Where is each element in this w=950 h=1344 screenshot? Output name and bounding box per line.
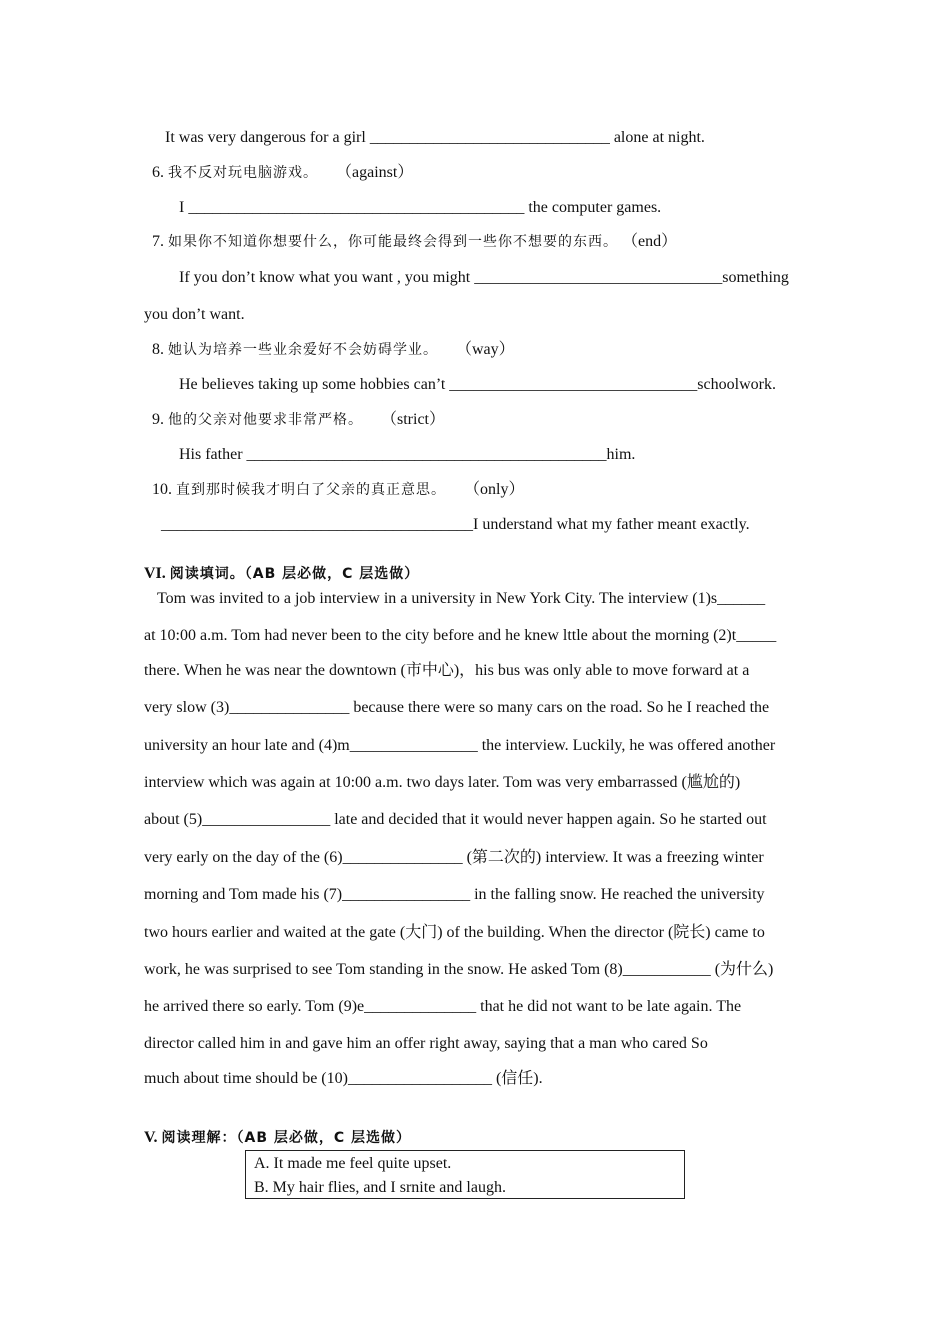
cloze-line: Tom was invited to a job interview in a university in New York City. The interview (1)s______ <box>157 590 766 607</box>
cloze-line: at 10:00 a.m. Tom had never been to the city before and he knew lttle about the morning (2)t_____ <box>144 627 777 644</box>
item8-english: He believes taking up some hobbies can’t _______________________________schoolwork. <box>179 376 776 393</box>
item8-hint: （way） <box>456 341 515 358</box>
reading-heading-number: V. <box>144 1129 158 1146</box>
item10-english: _______________________________________I understand what my father meant exactly. <box>161 516 750 533</box>
item10-chinese: 直到那时候我才明白了父亲的真正意思。 <box>176 482 446 498</box>
cloze-heading <box>144 564 419 584</box>
item7-chinese: 如果你不知道你想要什么，你可能最终会得到一些你不想要的东西。 <box>168 234 618 250</box>
reading-heading-note: （AB 层必做，C 层选做） <box>236 1130 412 1146</box>
item7-prompt <box>152 232 677 252</box>
cloze-line: much about time should be (10)__________________ (信任). <box>144 1070 543 1087</box>
cloze-line: work, he was surprised to see Tom standing in the snow. He asked Tom (8)___________ (为什么) <box>144 961 774 978</box>
cloze-line: two hours earlier and waited at the gate (大门) of the building. When the director (院长) came to <box>144 924 765 941</box>
item9-english: His father _____________________________________________him. <box>179 446 636 463</box>
item6-chinese: 我不反对玩电脑游戏。 <box>168 165 318 181</box>
options-box <box>245 1150 685 1199</box>
item9-hint: （strict） <box>381 411 445 428</box>
cloze-heading-number: VI. <box>144 565 166 582</box>
cloze-heading-title: 阅读填词。 <box>169 566 245 582</box>
item8-number: 8. <box>152 341 164 358</box>
item7-number: 7. <box>152 233 164 250</box>
item8-chinese: 她认为培养一些业余爱好不会妨碍学业。 <box>168 342 438 358</box>
item9-number: 9. <box>152 411 164 428</box>
cloze-line: university an hour late and (4)m________________ the interview. Luckily, he was offered another <box>144 737 776 754</box>
item10-prompt <box>152 480 524 500</box>
item6-number: 6. <box>152 164 164 181</box>
reading-heading-title: 阅读理解： <box>161 1130 237 1146</box>
cloze-line: interview which was again at 10:00 a.m. two days later. Tom was very embarrassed (尴尬的) <box>144 774 741 791</box>
cloze-line: very early on the day of the (6)_______________ (第二次的) interview. It was a freezing winter <box>144 849 764 866</box>
option-a: A. It made me feel quite upset. <box>254 1155 452 1172</box>
item7-english-line1: If you don’t know what you want , you might _______________________________something <box>179 269 789 286</box>
cloze-line: there. When he was near the downtown (市中心)，his bus was only able to move forward at a <box>144 662 750 679</box>
cloze-line: very slow (3)_______________ because there were so many cars on the road. So he I reached the <box>144 699 770 716</box>
item7-hint: （end） <box>622 233 678 250</box>
item6-prompt <box>152 163 413 183</box>
item8-prompt <box>152 340 515 360</box>
item6-hint: （against） <box>336 164 414 181</box>
item10-number: 10. <box>152 481 172 498</box>
item7-english-line2: you don’t want. <box>144 306 245 323</box>
cloze-line: morning and Tom made his (7)________________ in the falling snow. He reached the university <box>144 886 765 903</box>
item10-hint: （only） <box>464 481 525 498</box>
reading-heading <box>144 1128 411 1148</box>
cloze-line: he arrived there so early. Tom (9)e______________ that he did not want to be late again. The <box>144 998 742 1015</box>
item9-prompt <box>152 410 445 430</box>
cloze-line: director called him in and gave him an offer right away, saying that a man who cared So <box>144 1035 708 1052</box>
option-b: B. My hair flies, and I srnite and laugh. <box>254 1179 506 1196</box>
item5-english: It was very dangerous for a girl ______________________________ alone at night. <box>165 129 705 146</box>
item6-english: I __________________________________________ the computer games. <box>179 199 662 216</box>
cloze-line: about (5)________________ late and decided that it would never happen again. So he started out <box>144 811 767 828</box>
cloze-heading-note: （AB 层必做，C 层选做） <box>244 566 420 582</box>
item9-chinese: 他的父亲对他要求非常严格。 <box>168 412 363 428</box>
